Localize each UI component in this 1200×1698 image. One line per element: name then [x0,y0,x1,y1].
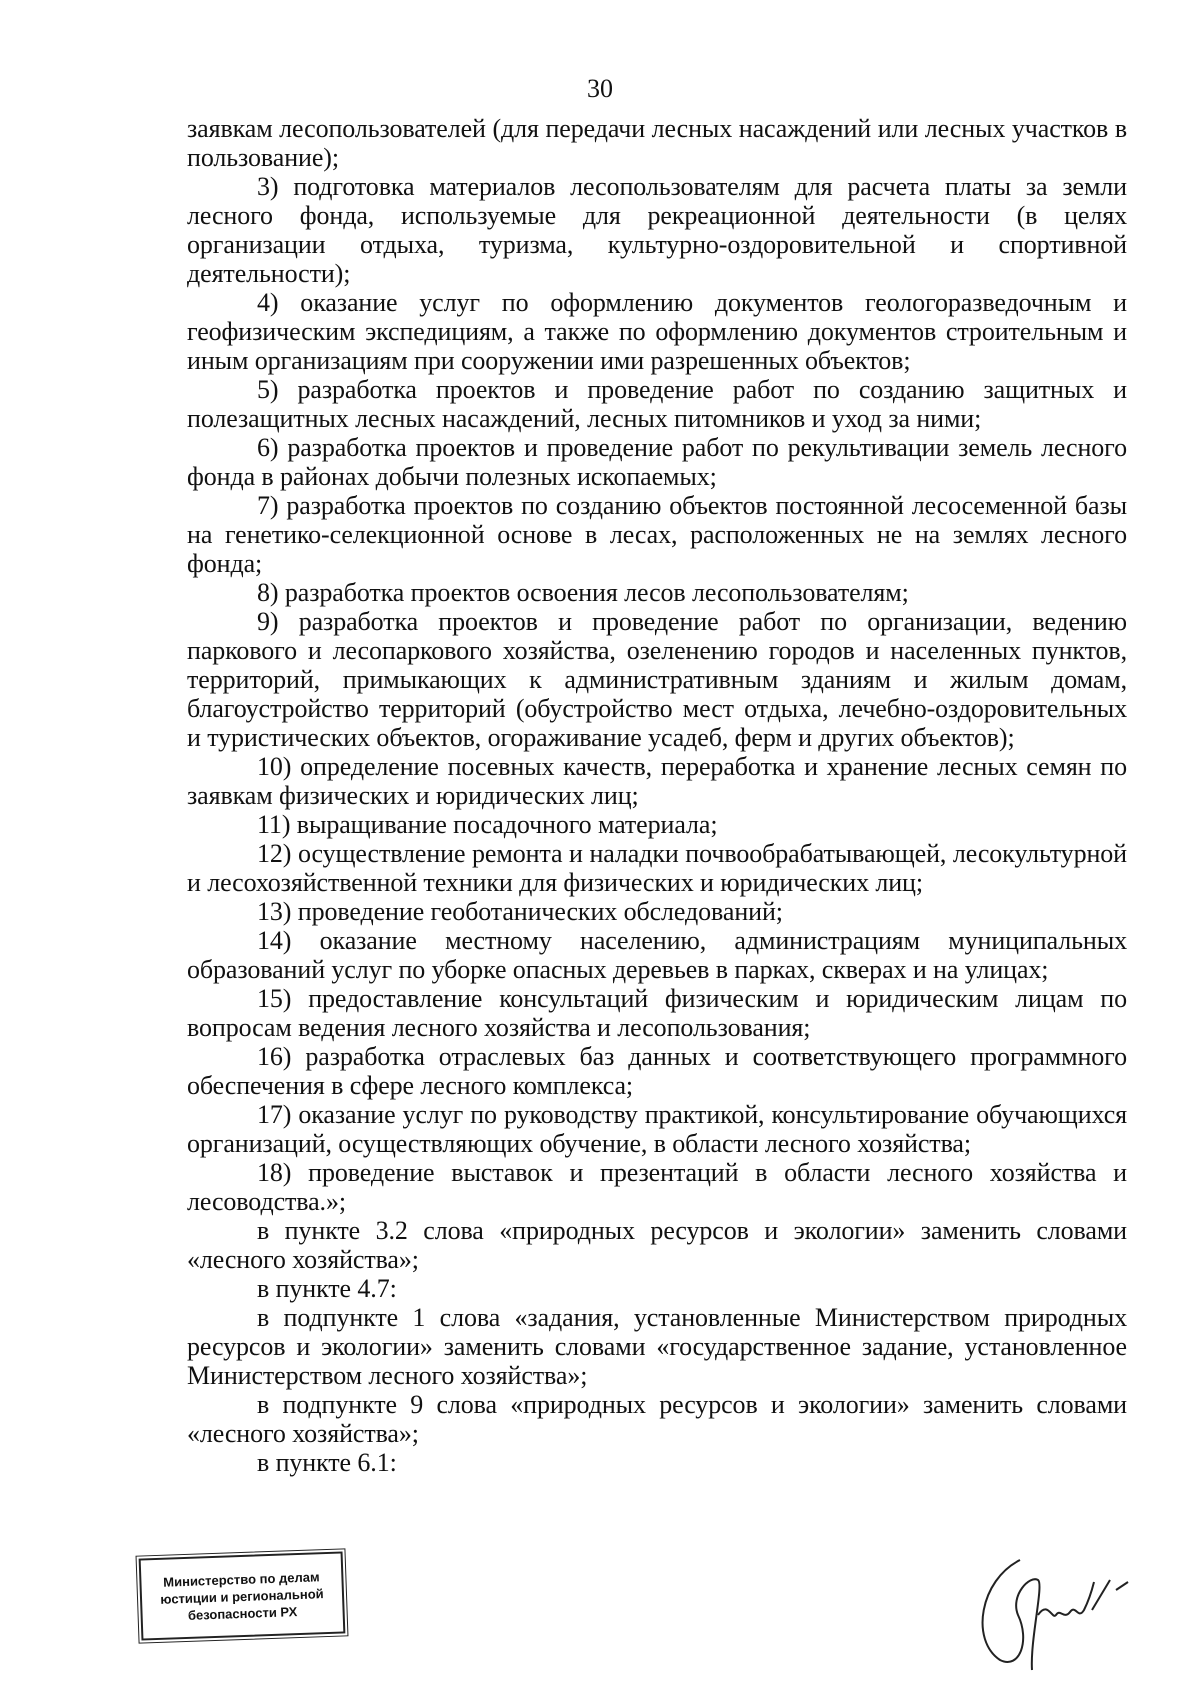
paragraph: 17) оказание услуг по руководству практикой, консультирование обучающихся организаций, осуществляющих обучение, в области лесного хозяйства; [187,1100,1127,1158]
paragraph: 4) оказание услуг по оформлению документов геологоразведочным и геофизическим экспедициям, а также по оформлению документов строительным и иным организациям при сооружении ими разрешенных объектов; [187,288,1127,375]
paragraph: 11) выращивание посадочного материала; [257,810,718,839]
paragraph: в подпункте 1 слова «задания, установленные Министерством природных ресурсов и экологии» заменить словами «государственное задание, установленное Министерством лесного хозяйства»; [187,1303,1127,1390]
paragraph: 9) разработка проектов и проведение работ по организации, ведению паркового и лесопаркового хозяйства, озеленению городов и населенных пунктов, территорий, примыкающих к административным зданиям и жилым домам, благоустройство территорий (обустройство мест отдыха, лечебно-оздоровительных и туристических объектов, огораживание усадеб, ферм и других объектов); [187,607,1127,752]
stamp-line: Министерство по делам [162,1568,320,1590]
paragraph: 15) предоставление консультаций физическим и юридическим лицам по вопросам ведения лесного хозяйства и лесопользования; [187,984,1127,1042]
stamp-line: юстиции и региональной [160,1585,324,1607]
paragraph: 8) разработка проектов освоения лесов лесопользователям; [257,578,909,607]
paragraph: 12) осуществление ремонта и наладки почвообрабатывающей, лесокультурной и лесохозяйственной техники для физических и юридических лиц; [187,839,1127,897]
paragraph: в пункте 3.2 слова «природных ресурсов и экологии» заменить словами «лесного хозяйства»; [187,1216,1127,1274]
paragraph: заявкам лесопользователей (для передачи лесных насаждений или лесных участков в пользование); [187,114,1127,172]
paragraph: 3) подготовка материалов лесопользователям для расчета платы за земли лесного фонда, используемые для рекреационной деятельности (в целях организации отдыха, туризма, культурно-оздоровительной и спортивной деятельности); [187,172,1127,288]
document-body [187,114,1127,1477]
stamp-text [159,1568,324,1625]
paragraph: 7) разработка проектов по созданию объектов постоянной лесосеменной базы на генетико-селекционной основе в лесах, расположенных не на землях лесного фонда; [187,491,1127,578]
paragraph: 13) проведение геоботанических обследований; [257,897,783,926]
stamp-line: безопасности РХ [187,1603,298,1623]
paragraph: в подпункте 9 слова «природных ресурсов и экологии» заменить словами «лесного хозяйства»; [187,1390,1127,1448]
registration-stamp [139,1551,346,1640]
paragraph: 16) разработка отраслевых баз данных и соответствующего программного обеспечения в сфере лесного комплекса; [187,1042,1127,1100]
page-number: 30 [587,74,613,103]
paragraph: в пункте 6.1: [257,1448,397,1477]
paragraph: 10) определение посевных качеств, переработка и хранение лесных семян по заявкам физических и юридических лиц; [187,752,1127,810]
paragraph: 18) проведение выставок и презентаций в области лесного хозяйства и лесоводства.»; [187,1158,1127,1216]
paragraph: 14) оказание местному населению, администрациям муниципальных образований услуг по уборке опасных деревьев в парках, скверах и на улицах; [187,926,1127,984]
paragraph: 6) разработка проектов и проведение работ по рекультивации земель лесного фонда в районах добычи полезных ископаемых; [187,433,1127,491]
signature [960,1520,1150,1680]
paragraph: 5) разработка проектов и проведение работ по созданию защитных и полезащитных лесных насаждений, лесных питомников и уход за ними; [187,375,1127,433]
paragraph: в пункте 4.7: [257,1274,397,1303]
